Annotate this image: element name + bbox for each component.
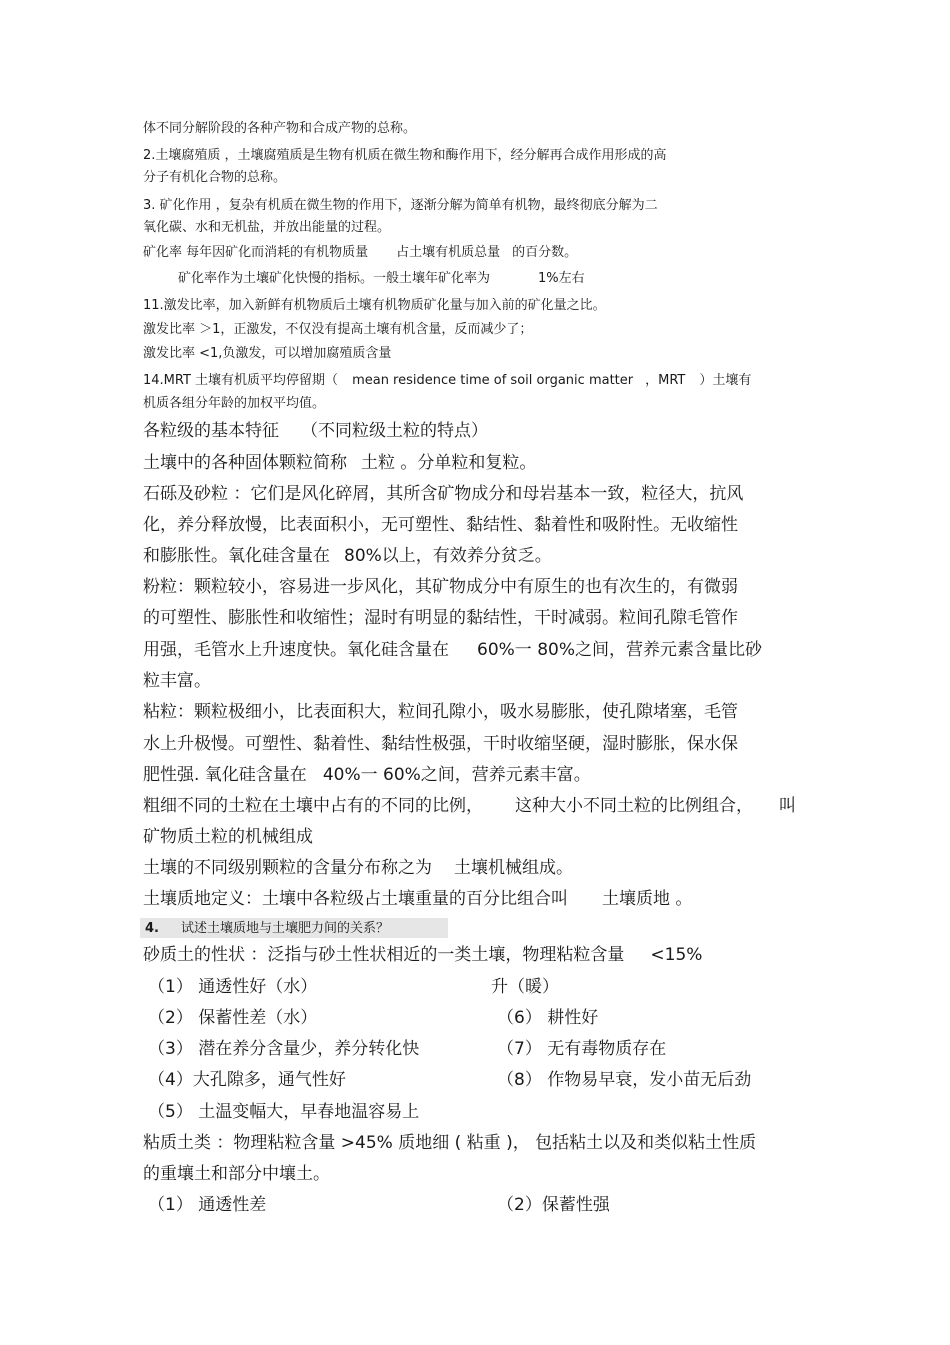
text-span: 80%以上，有效养分贫乏。: [344, 546, 552, 566]
text-span: 土壤中的各种固体颗粒简称: [143, 453, 347, 473]
definition-humus: 2.土壤腐殖质 ，土壤腐殖质是生物有机质在微生物和酶作用下，经分解再合成作用形成的高: [143, 148, 667, 163]
text-line: [178, 272, 585, 285]
text-span: 14.MRT 土壤有机质平均停留期（: [143, 373, 339, 388]
list-item: （6） 耕性好: [497, 1008, 599, 1028]
text-span: 叫: [779, 796, 796, 816]
list-item: （1） 通透性好（水）: [148, 977, 318, 997]
text-span: 这种大小不同土粒的比例组合，: [515, 796, 753, 816]
text-span: （不同粒级土粒的特点）: [301, 421, 488, 441]
text-line: 水上升极慢。可塑性、黏着性、黏结性极强，干时收缩坚硬，湿时膨胀，保水保: [143, 734, 738, 754]
text-span: ）土壤有: [699, 373, 752, 388]
definition-mrt: [143, 374, 751, 387]
definition-priming-ratio: 11.激发比率，加入新鲜有机物质后土壤有机物质矿化量与加入前的矿化量之比。: [143, 298, 606, 313]
text-line: 激发比率 <1,负激发，可以增加腐殖质含量: [143, 346, 392, 361]
text-span: 土壤的不同级别颗粒的含量分布称之为: [143, 858, 432, 878]
text-line: 氧化碳、水和无机盐，并放出能量的过程。: [143, 220, 391, 235]
text-span: 矿化率 每年因矿化而消耗的有机物质量: [143, 245, 369, 260]
list-item: （3） 潜在养分含量少，养分转化快: [148, 1039, 420, 1059]
text-span: 占土壤有机质总量: [396, 245, 501, 260]
text-span: 用强，毛管水上升速度快。氧化硅含量在: [143, 640, 449, 660]
text-span: 粗细不同的土粒在土壤中占有的不同的比例，: [143, 796, 483, 816]
text-line: 矿物质土粒的机械组成: [143, 827, 313, 847]
text-line: [143, 767, 591, 784]
text-span: 的百分数。: [512, 245, 578, 260]
definition-mineralization-rate: [143, 246, 577, 259]
text-line: 粒丰富。: [143, 671, 211, 691]
list-item: （2） 保蓄性差（水）: [148, 1008, 318, 1028]
list-item: （5） 土温变幅大，早春地温容易上: [148, 1102, 420, 1122]
text-span: 土粒 。分单粒和复粒。: [361, 453, 537, 473]
definition-mineralization: 3. 矿化作用 ，复杂有机质在微生物的作用下，逐渐分解为简单有机物，最终彻底分解为二: [143, 198, 658, 213]
text-line: [143, 891, 692, 908]
text-span: 矿化率作为土壤矿化快慢的指标。一般土壤年矿化率为: [178, 271, 491, 286]
text-line: [143, 798, 796, 815]
text-line: [143, 548, 552, 565]
text-line: [143, 642, 762, 659]
text-line: 粘质土类 ：物理粘粒含量 >45% 质地细 ( 粘重 )， 包括粘土以及和类似粘土性质: [143, 1133, 757, 1153]
text-line: 粘粒：颗粒极细小，比表面积大，粒间孔隙小，吸水易膨胀，使孔隙堵塞，毛管: [143, 702, 738, 722]
list-item: （1） 通透性差: [148, 1195, 267, 1215]
text-span: <15%: [650, 945, 703, 965]
text-span: 40%一 60%之间，营养元素丰富。: [322, 765, 591, 785]
list-item: （2）保蓄性强: [497, 1195, 610, 1215]
text-line: 的重壤土和部分中壤土。: [143, 1164, 330, 1184]
text-line: 分子有机化合物的总称。: [143, 170, 287, 185]
section-heading: [143, 423, 488, 440]
text-span: 60%一 80%之间，营养元素含量比砂: [477, 640, 762, 660]
text-span: ，MRT: [645, 373, 686, 388]
text-span: mean residence time of soil organic matter: [352, 373, 634, 388]
text-span: 1%左右: [538, 271, 585, 286]
list-item: 升（暖）: [491, 977, 559, 997]
text-span: 砂质土的性状 ：泛指与砂土性状相近的一类土壤，物理粘粒含量: [143, 945, 625, 965]
text-line: 的可塑性、膨胀性和收缩性；湿时有明显的黏结性，干时减弱。粒间孔隙毛管作: [143, 608, 738, 628]
question-heading: [145, 922, 389, 935]
text-line: 体不同分解阶段的各种产物和合成产物的总称。: [143, 121, 417, 136]
text-line: [143, 860, 573, 877]
list-item: （4）大孔隙多，通气性好: [148, 1070, 346, 1090]
text-span: 土壤质地 。: [602, 889, 693, 909]
text-line: 粉粒：颗粒较小，容易进一步风化，其矿物成分中有原生的也有次生的，有微弱: [143, 577, 738, 597]
text-line: [143, 455, 536, 472]
text-line: 化，养分释放慢，比表面积小，无可塑性、黏结性、黏着性和吸附性。无收缩性: [143, 515, 738, 535]
list-item: （8） 作物易早衰，发小苗无后劲: [497, 1070, 752, 1090]
text-span: 各粒级的基本特征: [143, 421, 279, 441]
text-line: 机质各组分年龄的加权平均值。: [143, 396, 326, 411]
text-line: 石砾及砂粒 ：它们是风化碎屑，其所含矿物成分和母岩基本一致，粒径大，抗风: [143, 484, 744, 504]
text-span: 和膨胀性。氧化硅含量在: [143, 546, 330, 566]
text-line: 激发比率 ＞1，正激发，不仅没有提高土壤有机含量，反而减少了；: [143, 322, 533, 337]
list-item: （7） 无有毒物质存在: [497, 1039, 667, 1059]
question-number: 4.: [145, 921, 159, 936]
question-text: 试述土壤质地与土壤肥力间的关系？: [180, 921, 389, 936]
text-line: [143, 947, 702, 964]
text-span: 土壤质地定义：土壤中各粒级占土壤重量的百分比组合叫: [143, 889, 568, 909]
text-span: 肥性强. 氧化硅含量在: [143, 765, 307, 785]
text-span: 土壤机械组成。: [454, 858, 573, 878]
